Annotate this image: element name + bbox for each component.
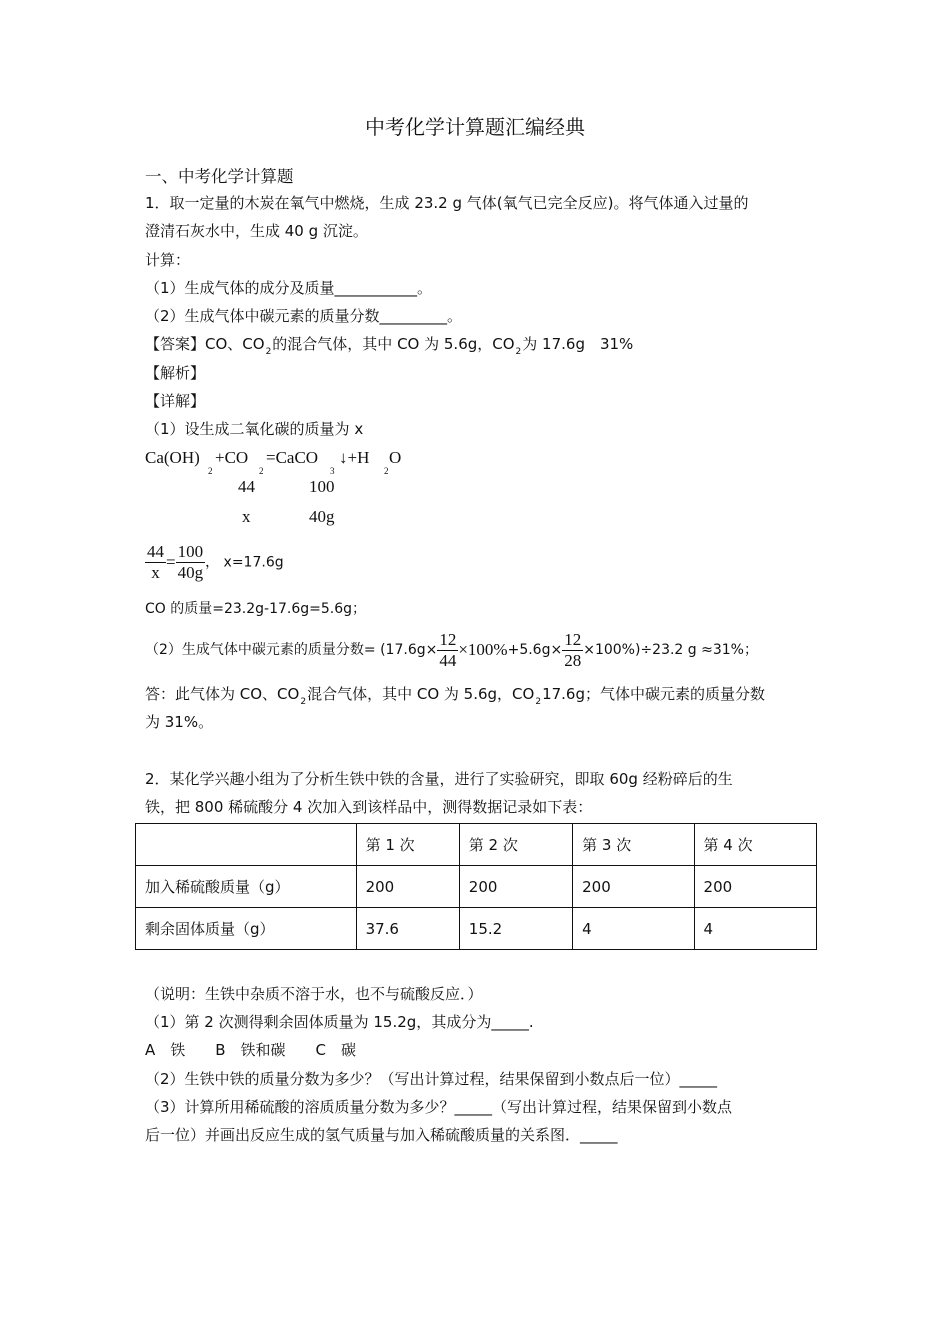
ratio-40g: 40g bbox=[309, 507, 335, 526]
equation-co2: +CO bbox=[215, 448, 249, 467]
conclusion-b: 混合气体，其中 CO 为 5.6g，CO bbox=[307, 685, 535, 703]
q1-line2: 澄清石灰水中，生成 40 g 沉淀。 bbox=[145, 222, 368, 240]
table-cell: 200 bbox=[573, 866, 694, 908]
equation-caco: =CaCO bbox=[266, 448, 319, 467]
frac-den-28: 28 bbox=[564, 650, 582, 670]
frac-den-44: 44 bbox=[439, 650, 457, 670]
frac-num-100: 100 bbox=[177, 542, 204, 561]
table-header-cell: 第 1 次 bbox=[356, 824, 459, 866]
fraction-44-x bbox=[145, 542, 166, 583]
fraction-12-28 bbox=[562, 630, 583, 671]
answer-end: 为 17.6g 31% bbox=[522, 335, 634, 353]
section-heading: 一、中考化学计算题 bbox=[145, 167, 294, 186]
frac-den-x: x bbox=[145, 562, 166, 583]
answer-mid: 的混合气体，其中 CO 为 5.6g，CO bbox=[272, 335, 515, 353]
equation-arrow-h: ↓+H bbox=[339, 448, 370, 467]
table-header-row bbox=[136, 824, 817, 866]
table-row bbox=[136, 866, 817, 908]
q1-conclusion-line1 bbox=[145, 684, 765, 707]
step2-mid: +5.6g× bbox=[507, 642, 563, 658]
eq-sub-co2: 2 bbox=[259, 466, 264, 476]
co-mass: CO 的质量=23.2g-17.6g=5.6g； bbox=[145, 601, 367, 617]
frac-num-44: 44 bbox=[147, 542, 164, 561]
q1-calc-label: 计算： bbox=[145, 251, 191, 269]
conclusion-sub-2a: 2 bbox=[300, 697, 307, 707]
step2-times: ×100% bbox=[458, 640, 508, 659]
q2-part3-line2: 后一位）并画出反应生成的氢气质量与加入稀硫酸质量的关系图．_____ bbox=[145, 1126, 618, 1144]
equation-ca: Ca(OH) bbox=[145, 448, 200, 467]
table-header-cell: 第 2 次 bbox=[459, 824, 572, 866]
x-result: ， x=17.6g bbox=[205, 554, 284, 571]
table-header-cell: 第 4 次 bbox=[694, 824, 816, 866]
ratio-44: 44 bbox=[238, 477, 255, 496]
q2-part3-line1: （3）计算所用稀硫酸的溶质质量分数为多少？_____（写出计算过程，结果保留到小数点 bbox=[145, 1098, 733, 1116]
frac-equals: = bbox=[166, 552, 176, 572]
q1-line1: 1．取一定量的木炭在氧气中燃烧，生成 23.2 g 气体(氧气已完全反应)。将气体通入过量的 bbox=[145, 194, 749, 212]
ratio-100: 100 bbox=[309, 477, 335, 496]
conclusion-sub-2b: 2 bbox=[535, 697, 542, 707]
table-cell: 4 bbox=[573, 908, 694, 950]
eq-sub-h2: 2 bbox=[384, 466, 389, 476]
proportion-line bbox=[145, 538, 284, 586]
table-cell bbox=[136, 824, 357, 866]
table-cell: 200 bbox=[459, 866, 572, 908]
step2-pre: （2）生成气体中碳元素的质量分数= (17.6g× bbox=[145, 642, 438, 658]
q1-conclusion-line2: 为 31%。 bbox=[145, 713, 214, 731]
conclusion-c: 17.6g；气体中碳元素的质量分数 bbox=[542, 685, 765, 703]
table-row-label: 剩余固体质量（g） bbox=[136, 908, 357, 950]
table-row-label: 加入稀硫酸质量（g） bbox=[136, 866, 357, 908]
answer-prefix: 【答案】CO、CO bbox=[145, 335, 265, 353]
answer-sub-2a: 2 bbox=[265, 347, 272, 357]
q1-answer bbox=[145, 334, 633, 357]
frac-num-12b: 12 bbox=[564, 629, 582, 649]
equation-o: O bbox=[389, 448, 402, 467]
ratio-x: x bbox=[242, 507, 251, 526]
table-row bbox=[136, 908, 817, 950]
data-table bbox=[135, 823, 817, 950]
page-title: 中考化学计算题汇编经典 bbox=[365, 115, 585, 139]
conclusion-a: 答：此气体为 CO、CO bbox=[145, 685, 300, 703]
eq-sub-ca: 2 bbox=[208, 466, 213, 476]
q2-note: （说明：生铁中杂质不溶于水，也不与硫酸反应．） bbox=[145, 985, 483, 1003]
fraction-100-40g bbox=[176, 542, 206, 583]
q2-options: A 铁 B 铁和碳 C 碳 bbox=[145, 1041, 357, 1059]
frac-den-40g: 40g bbox=[177, 563, 204, 582]
q2-line2: 铁，把 800 稀硫酸分 4 次加入到该样品中，测得数据记录如下表： bbox=[145, 798, 593, 816]
fraction-12-44 bbox=[437, 630, 458, 671]
table-cell: 15.2 bbox=[459, 908, 572, 950]
q2-part2: （2）生铁中铁的质量分数为多少？（写出计算过程，结果保留到小数点后一位）_____ bbox=[145, 1070, 718, 1088]
table-cell: 200 bbox=[694, 866, 816, 908]
table-header-cell: 第 3 次 bbox=[573, 824, 694, 866]
q2-part1: （1）第 2 次测得剩余固体质量为 15.2g，其成分为_____. bbox=[145, 1013, 534, 1031]
q1-step2 bbox=[145, 626, 758, 674]
frac-num-12a: 12 bbox=[439, 629, 457, 649]
analysis-label: 【解析】 bbox=[145, 364, 206, 382]
q2-line1: 2．某化学兴趣小组为了分析生铁中铁的含量，进行了实验研究，即取 60g 经粉碎后的生 bbox=[145, 770, 733, 788]
table-cell: 200 bbox=[356, 866, 459, 908]
step2-end: ×100%)÷23.2 g ≈31%； bbox=[583, 642, 758, 658]
q1-part2: （2）生成气体中碳元素的质量分数_________。 bbox=[145, 307, 463, 325]
answer-sub-2b: 2 bbox=[515, 347, 522, 357]
q1-part1: （1）生成气体的成分及质量___________。 bbox=[145, 279, 433, 297]
q1-step1: （1）设生成二氧化碳的质量为 x bbox=[145, 420, 364, 438]
eq-sub-caco3: 3 bbox=[330, 466, 335, 476]
table-cell: 4 bbox=[694, 908, 816, 950]
detail-label: 【详解】 bbox=[145, 392, 206, 410]
table-cell: 37.6 bbox=[356, 908, 459, 950]
